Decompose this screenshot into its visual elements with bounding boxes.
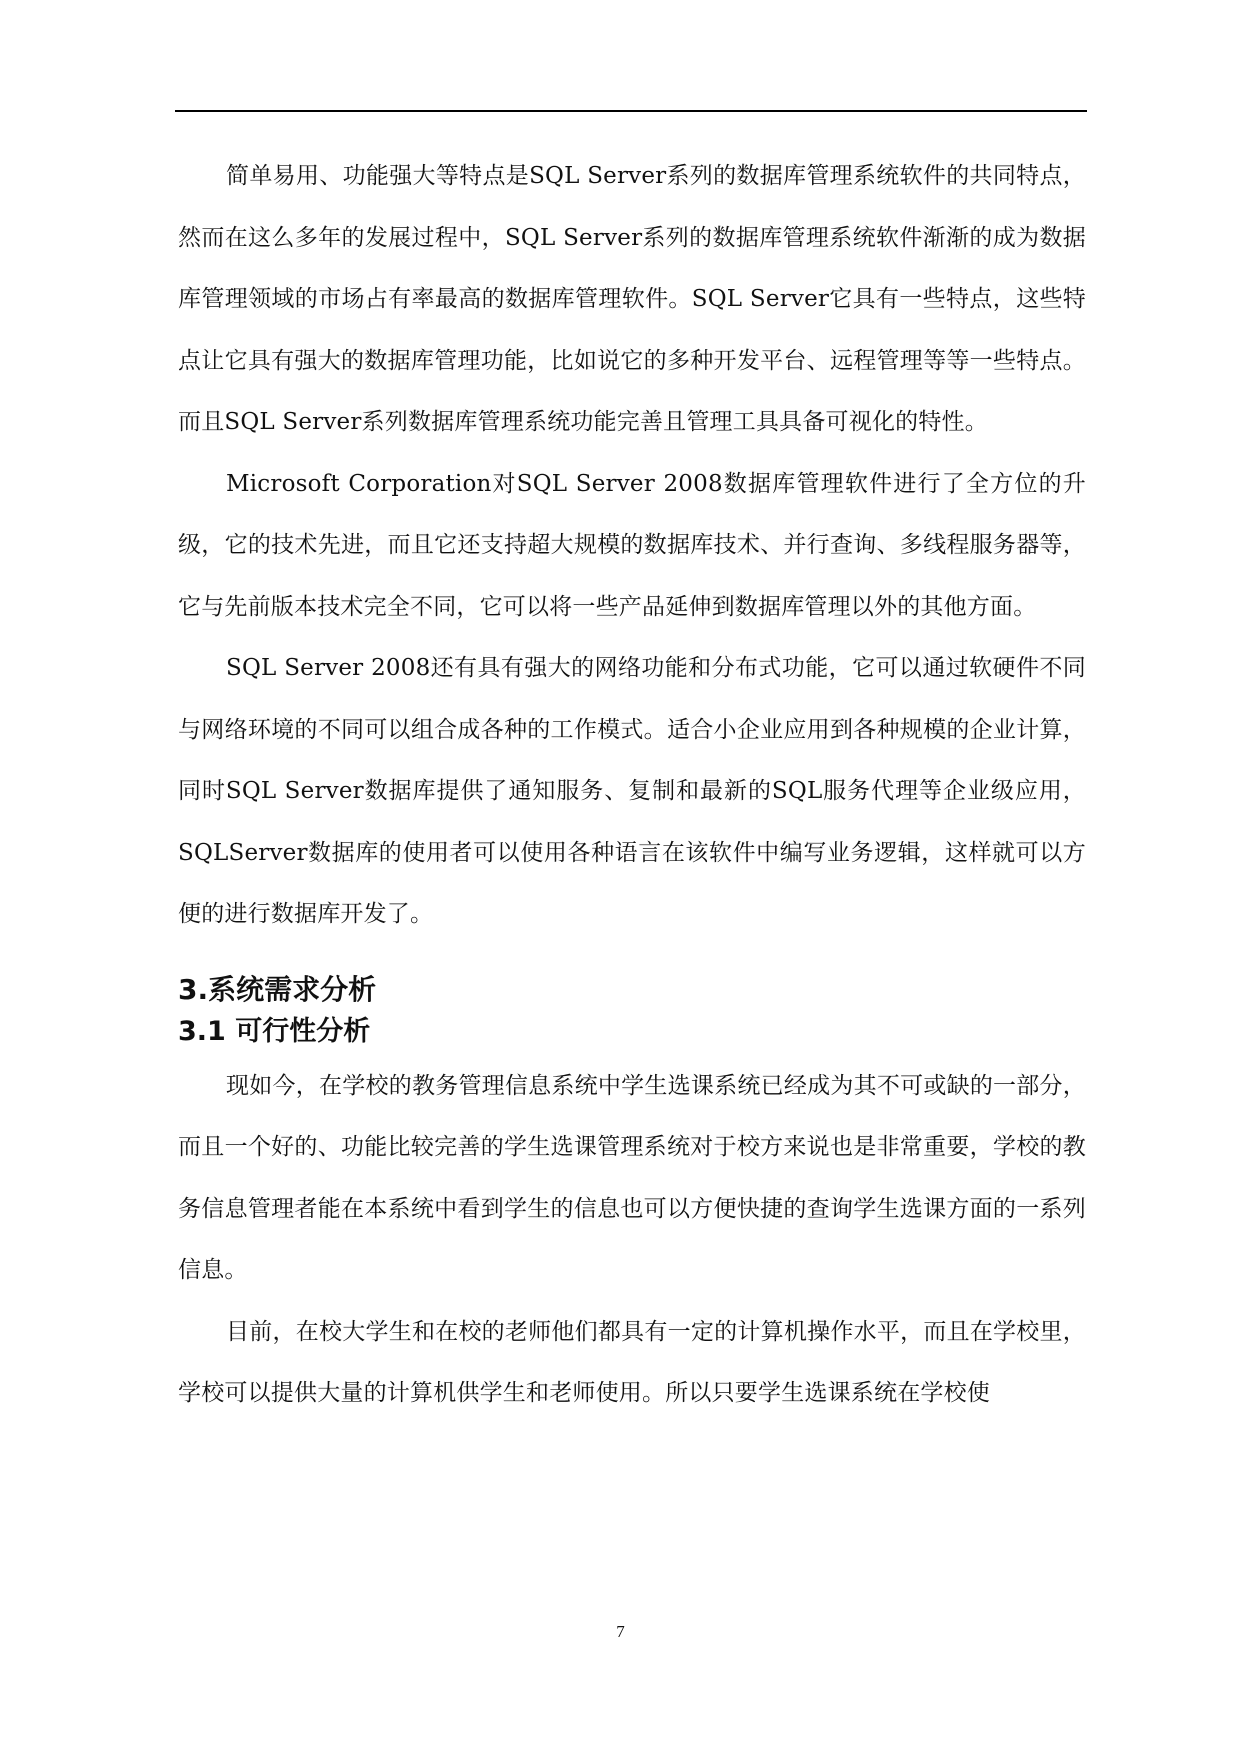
paragraph-feasibility-current: 目前，在校大学生和在校的老师他们都具有一定的计算机操作水平，而且在学校里，学校可以提供大量的计算机供学生和老师使用。所以只要学生选课系统在学校使: [178, 1318, 1086, 1406]
header-rule: [175, 110, 1087, 112]
paragraph-sql-server-features: 简单易用、功能强大等特点是SQL Server系列的数据库管理系统软件的共同特点，然而在这么多年的发展过程中，SQL Server系列的数据库管理系统软件渐渐的成为数据库管理领域的市场占有率最高的数据库管理软件。SQL Server它具有一些特点，这些特点让它具有强大的数据库管理功能，比如说它的多种开发平台、远程管理等等一些特点。而且SQL Server系列数据库管理系统功能完善且管理工具具备可视化的特性。: [178, 163, 1086, 435]
subsection-heading: 3.1 可行性分析: [178, 1015, 371, 1047]
section-heading: 3.系统需求分析: [178, 972, 377, 1006]
page-number: 7: [616, 1622, 625, 1641]
paragraph-feasibility-intro: 现如今，在学校的教务管理信息系统中学生选课系统已经成为其不可或缺的一部分，而且一个好的、功能比较完善的学生选课管理系统对于校方来说也是非常重要，学校的教务信息管理者能在本系统中看到学生的信息也可以方便快捷的查询学生选课方面的一系列信息。: [178, 1072, 1086, 1283]
paragraph-sql-server-2008-upgrade: Microsoft Corporation对SQL Server 2008数据库管理软件进行了全方位的升级，它的技术先进，而且它还支持超大规模的数据库技术、并行查询、多线程服务器等，它与先前版本技术完全不同，它可以将一些产品延伸到数据库管理以外的其他方面。: [178, 470, 1086, 620]
document-body: [178, 146, 1086, 1425]
paragraph-sql-server-2008-network: SQL Server 2008还有具有强大的网络功能和分布式功能，它可以通过软硬件不同与网络环境的不同可以组合成各种的工作模式。适合小企业应用到各种规模的企业计算，同时SQL Server数据库提供了通知服务、复制和最新的SQL服务代理等企业级应用，SQLServer数据库的使用者可以使用各种语言在该软件中编写业务逻辑，这样就可以方便的进行数据库开发了。: [178, 655, 1086, 927]
